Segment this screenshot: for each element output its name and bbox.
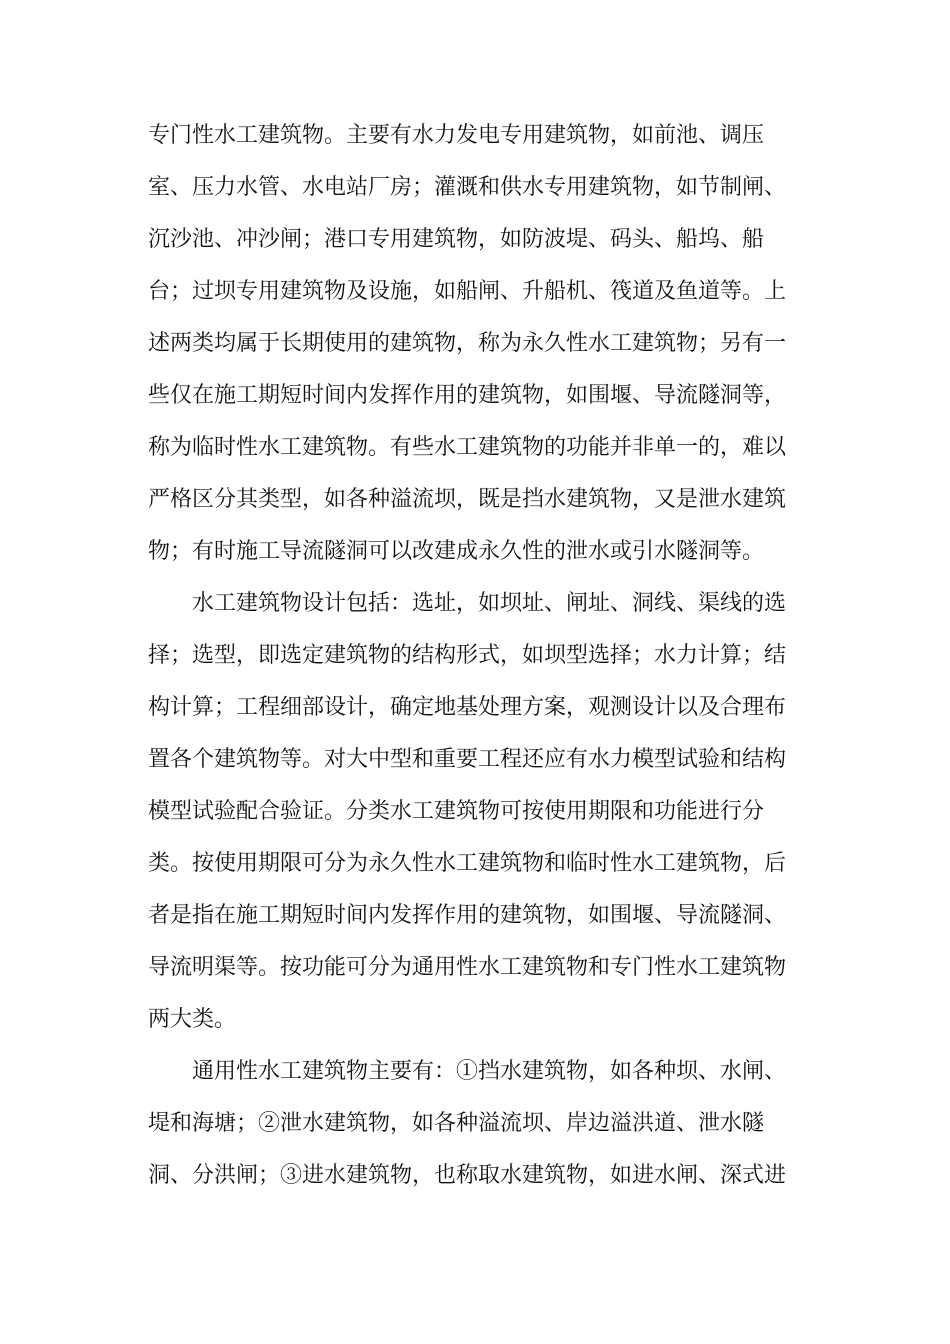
text-line: 室、压力水管、水电站厂房；灌溉和供水专用建筑物，如节制闸、 xyxy=(148,175,787,200)
text-line: 严格区分其类型，如各种溢流坝，既是挡水建筑物，又是泄水建筑 xyxy=(148,487,787,512)
text-line: 者是指在施工期短时间内发挥作用的建筑物，如围堰、导流隧洞、 xyxy=(148,903,787,928)
text-line: 类。按使用期限可分为永久性水工建筑物和临时性水工建筑物，后 xyxy=(148,851,787,876)
text-line: 些仅在施工期短时间内发挥作用的建筑物，如围堰、导流隧洞等， xyxy=(148,383,787,408)
text-line: 堤和海塘；②泄水建筑物，如各种溢流坝、岸边溢洪道、泄水隧 xyxy=(148,1111,765,1136)
text-line: 台；过坝专用建筑物及设施，如船闸、升船机、筏道及鱼道等。上 xyxy=(148,279,787,304)
text-line: 物；有时施工导流隧洞可以改建成永久性的泄水或引水隧洞等。 xyxy=(148,539,765,564)
text-line: 置各个建筑物等。对大中型和重要工程还应有水力模型试验和结构 xyxy=(148,747,787,772)
paragraph-first-line: 水工建筑物设计包括：选址，如坝址、闸址、洞线、渠线的选 xyxy=(192,591,787,616)
text-line: 构计算；工程细部设计，确定地基处理方案，观测设计以及合理布 xyxy=(148,695,787,720)
text-line: 洞、分洪闸；③进水建筑物，也称取水建筑物，如进水闸、深式进 xyxy=(148,1163,787,1188)
text-line: 沉沙池、冲沙闸；港口专用建筑物，如防波堤、码头、船坞、船 xyxy=(148,227,765,252)
text-line: 导流明渠等。按功能可分为通用性水工建筑物和专门性水工建筑物 xyxy=(148,955,787,980)
text-line: 专门性水工建筑物。主要有水力发电专用建筑物，如前池、调压 xyxy=(148,123,765,148)
text-line: 择；选型，即选定建筑物的结构形式，如坝型选择；水力计算；结 xyxy=(148,643,787,668)
text-line: 述两类均属于长期使用的建筑物，称为永久性水工建筑物；另有一 xyxy=(148,331,787,356)
text-line: 模型试验配合验证。分类水工建筑物可按使用期限和功能进行分 xyxy=(148,799,765,824)
paragraph-first-line: 通用性水工建筑物主要有：①挡水建筑物，如各种坝、水闸、 xyxy=(192,1059,787,1084)
text-line: 两大类。 xyxy=(148,1007,237,1032)
text-line: 称为临时性水工建筑物。有些水工建筑物的功能并非单一的，难以 xyxy=(148,435,787,460)
